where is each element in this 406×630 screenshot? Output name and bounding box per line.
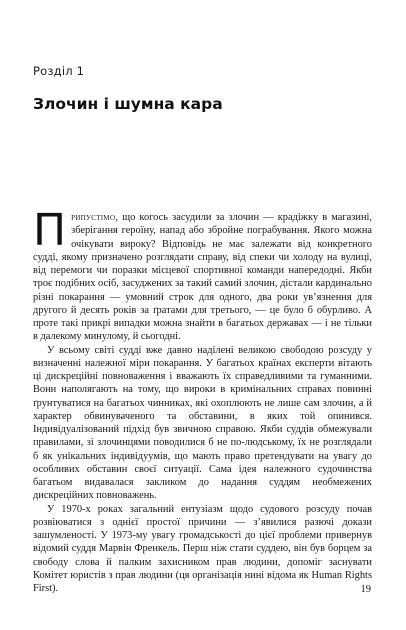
paragraph-1 xyxy=(33,205,372,344)
paragraph-2: У всьому світі судді вже давно наділені великою свободою розсуду у визначенні належної міри покарання. У багатьох країнах експерти вітають ці дискреційні повноваження і вважають їх справедливими та гуманними. Вони наполягають на тому, що вироки в кримінальних справах повинні ґрунтуватися на багатьох чинниках, які охоплюють не лише сам злочин, а й характер обвинуваченого та обставини, в яких той опинився. Індивідуалізований підхід був звичною справою. Якби суддів обмежували правилами, зі злочинцями поводилися б не по-людському, їх не розглядали б як унікальних індивідуумів, що мають право претендувати на увагу до особливих обставин своєї ситуації. Сама ідея належного судочинства багатьом видавалася закликом до надання суддям необмежених дискреційних повноважень. xyxy=(33,344,372,502)
body-text xyxy=(33,205,372,595)
lead-word: рипустімо xyxy=(71,212,116,223)
page-number: 19 xyxy=(360,584,371,595)
chapter-label: Розділ 1 xyxy=(33,64,85,78)
drop-cap: П xyxy=(33,205,67,256)
paragraph-3: У 1970-х роках загальний ентузіазм щодо судового розсуду почав розвіюватися з однієї простої причини — з’явилися разючі докази зашумленості. У 1973-му увагу громадськості до цієї проблеми привернув відомий суддя Марвін Френкель. Перш ніж стати суддею, він був борцем за свободу слова й палким захисником прав людини, допоміг заснувати Комітет юристів з прав людини (ця організація нині відома як Human Rights First). xyxy=(33,503,372,594)
paragraph-1-text: , що когось засудили за злочин — крадіжку в магазині, зберігання героїну, напад або збройне пограбування. Якого можна очікувати вироку? Відповідь не має залежати від конкретного судді, якому призначено розглядати справу, від спеки чи холоду на вулиці, від перемоги чи поразки місцевої спортивної команди напередодні. Якби троє подібних осіб, засуджених за такий самий злочин, дістали кардинально різні покарання — умовний строк для одного, два роки ув’язнення для другого й десять років за ґратами для третього, — це було б обурливо. А проте такі прикрі випадки можна знайти в багатьох державах — і не тільки в далекому минулому, й сьогодні. xyxy=(33,212,372,343)
chapter-title: Злочин і шумна кара xyxy=(33,95,223,113)
